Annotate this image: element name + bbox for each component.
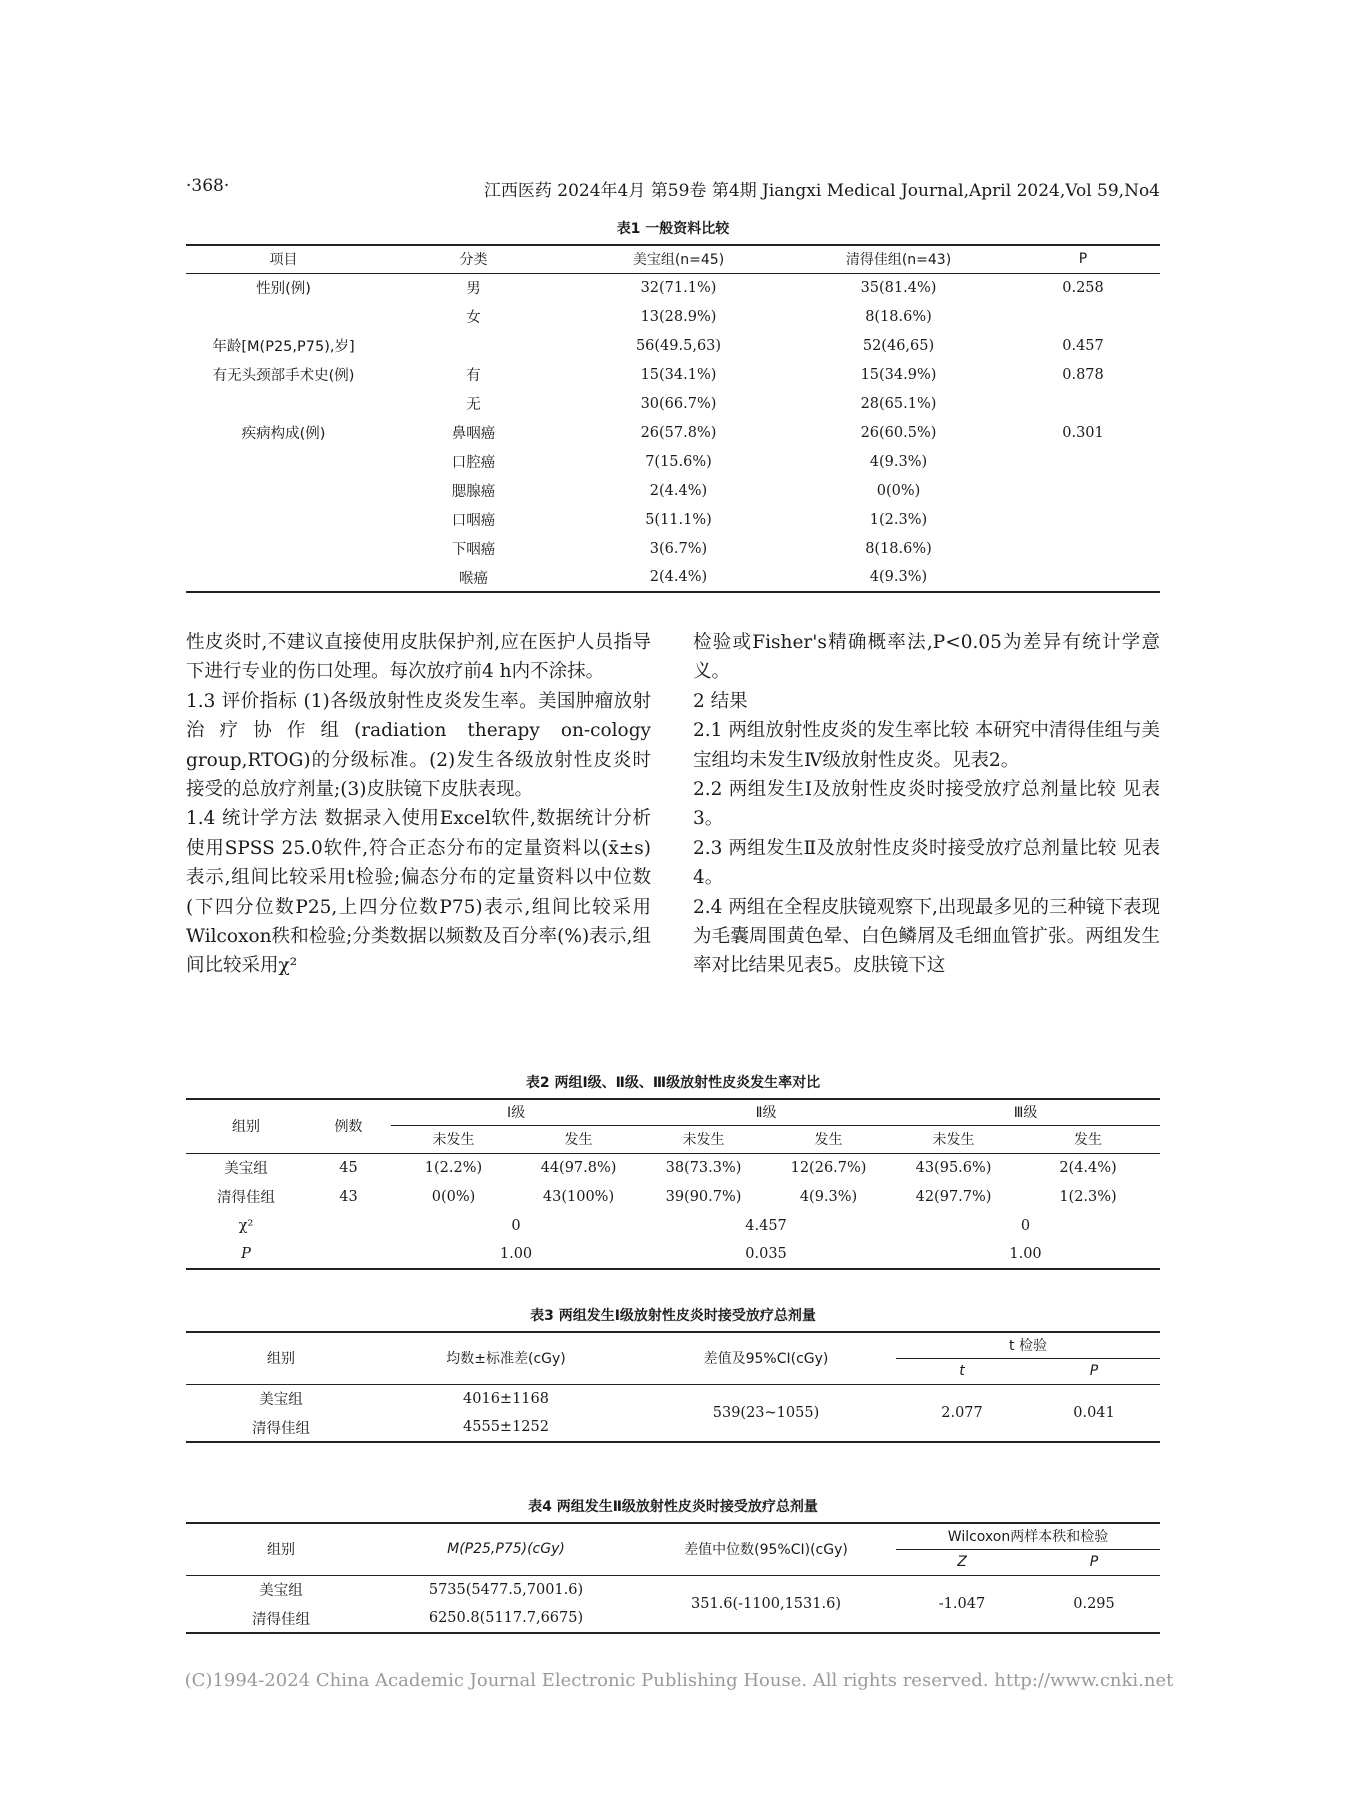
table-row <box>186 1575 1160 1604</box>
table3-group-b: 清得佳组 <box>252 1420 310 1437</box>
table2-header-grade1: Ⅰ级 <box>391 1099 641 1125</box>
table3-mean-a: 4016±1168 <box>463 1390 549 1407</box>
table2-cell: 44(97.8%) <box>540 1159 617 1176</box>
table1-cell: 28(65.1%) <box>860 395 937 412</box>
table1-cell <box>1006 563 1160 592</box>
table1-cell <box>186 389 381 418</box>
table1-cell <box>186 447 381 476</box>
table1-cell: 女 <box>466 310 481 326</box>
table-row <box>186 418 1160 447</box>
table2-cell: 42(97.7%) <box>915 1188 992 1205</box>
table2-caption: 表2 两组Ⅰ级、Ⅱ级、Ⅲ级放射性皮炎发生率对比 <box>525 1075 821 1091</box>
page-number: ·368· <box>186 176 230 196</box>
table-row <box>186 1153 1160 1182</box>
table1-cell <box>186 476 381 505</box>
table2 <box>186 1098 1160 1270</box>
table3 <box>186 1331 1160 1443</box>
table4-header-p: P <box>1089 1554 1099 1570</box>
table2-chi-grade3: 0 <box>1020 1217 1031 1234</box>
table4-p: 0.295 <box>1028 1575 1160 1633</box>
table2-cell: 45 <box>339 1159 358 1176</box>
table1-cell <box>186 302 381 331</box>
table2-p-grade1: 1.00 <box>499 1246 533 1262</box>
table2-p-grade3: 1.00 <box>1009 1246 1042 1262</box>
table1-cell <box>1006 505 1160 534</box>
table-row <box>186 447 1160 476</box>
copyright-footer: (C)1994-2024 China Academic Journal Electronic Publishing House. All rights reserved. http://www.cnki.net <box>184 1670 1174 1691</box>
table4-group-b: 清得佳组 <box>252 1611 310 1628</box>
table1-header-group-a: 美宝组(n=45) <box>632 252 725 269</box>
table1-cell: 有无头颈部手术史(例) <box>212 368 355 384</box>
table2-chi-grade1: 0 <box>511 1217 521 1234</box>
table1-cell: 1(2.3%) <box>869 511 928 528</box>
right-paragraph-2: 2 结果 <box>693 690 748 712</box>
table1-cell: 35(81.4%) <box>860 279 937 296</box>
table2-cell: 美宝组 <box>224 1161 268 1178</box>
left-paragraph-1: 性皮炎时,不建议直接使用皮肤保护剂,应在医护人员指导下进行专业的伤口处理。每次放疗前4 h内不涂抹。 <box>186 632 651 683</box>
table2-sub-yes: 发生 <box>814 1132 843 1148</box>
table4-header-group: 组别 <box>186 1523 376 1575</box>
table1 <box>186 244 1160 593</box>
table1-cell: 年龄[M(P25,P75),岁] <box>212 339 355 355</box>
table1-cell: 32(71.1%) <box>640 279 717 296</box>
table2-cell: 0(0%) <box>431 1188 476 1205</box>
table1-cell <box>186 563 381 592</box>
table1-cell: 2(4.4%) <box>649 569 708 585</box>
table4-median-a: 5735(5477.5,7001.6) <box>428 1581 584 1598</box>
table1-cell <box>1006 389 1160 418</box>
table-row <box>186 302 1160 331</box>
table2-cell: 12(26.7%) <box>790 1159 867 1176</box>
table3-diff: 539(23~1055) <box>636 1384 896 1442</box>
table1-header-group-b: 清得佳组(n=43) <box>845 252 952 269</box>
table1-cell: 8(18.6%) <box>865 308 932 325</box>
table1-cell <box>186 534 381 563</box>
right-paragraph-1: 检验或Fisher's精确概率法,P<0.05为差异有统计学意义。 <box>693 632 1160 683</box>
table1-cell: 56(49.5,63) <box>635 337 722 354</box>
table1-cell: 喉癌 <box>459 570 488 587</box>
table2-chi-row <box>186 1211 1160 1240</box>
table-row <box>186 273 1160 302</box>
table2-cell: 4(9.3%) <box>799 1188 858 1205</box>
table1-cell: 2(4.4%) <box>649 482 708 499</box>
table4-header-z: Z <box>957 1554 967 1570</box>
table2-p-grade2: 0.035 <box>745 1246 787 1262</box>
table-row <box>186 360 1160 389</box>
table1-header-item: 项目 <box>269 252 298 269</box>
table1-cell: 4(9.3%) <box>869 453 928 470</box>
table4-header-diff: 差值中位数(95%CI)(cGy) <box>636 1523 896 1575</box>
table1-cell: 3(6.7%) <box>649 540 708 557</box>
table1-cell: 下咽癌 <box>451 542 496 558</box>
table1-cell <box>186 505 381 534</box>
table4-group-a: 美宝组 <box>259 1583 303 1600</box>
table3-header-group: 组别 <box>186 1332 376 1384</box>
table2-sub-yes: 发生 <box>1074 1132 1103 1148</box>
table2-p-label: P <box>241 1246 251 1262</box>
table3-t: 2.077 <box>896 1384 1028 1442</box>
table-row <box>186 389 1160 418</box>
table1-cell <box>1006 447 1160 476</box>
table2-header-group: 组别 <box>186 1099 306 1153</box>
table1-cell: 口咽癌 <box>451 513 496 529</box>
running-header <box>186 176 1160 202</box>
body-right-column <box>693 628 1160 981</box>
table2-sub-no: 未发生 <box>682 1132 725 1148</box>
table1-cell: 0.878 <box>1062 366 1104 383</box>
table2-sub-yes: 发生 <box>564 1132 593 1148</box>
table1-cell: 26(60.5%) <box>860 424 937 441</box>
table1-cell: 8(18.6%) <box>865 540 932 557</box>
table4-median-b: 6250.8(5117.7,6675) <box>428 1610 584 1626</box>
table2-sub-no: 未发生 <box>432 1132 475 1148</box>
table4-diff: 351.6(-1100,1531.6) <box>636 1575 896 1633</box>
table2-cell: 2(4.4%) <box>1059 1159 1117 1176</box>
table3-header-t: t <box>959 1363 965 1379</box>
body-left-column <box>186 628 651 981</box>
table3-header-ttest: t 检验 <box>896 1332 1160 1358</box>
table1-caption: 表1 一般资料比较 <box>616 221 730 237</box>
table3-header-mean: 均数±标准差(cGy) <box>376 1332 636 1384</box>
table1-cell: 52(46,65) <box>862 337 935 354</box>
table1-cell: 性别(例) <box>256 281 311 298</box>
table2-p-row <box>186 1240 1160 1269</box>
table-row <box>186 1182 1160 1211</box>
table3-group-a: 美宝组 <box>259 1392 303 1409</box>
table-row <box>186 563 1160 592</box>
table-row <box>186 1384 1160 1413</box>
table4-caption: 表4 两组发生Ⅱ级放射性皮炎时接受放疗总剂量 <box>528 1499 818 1515</box>
table2-chi-grade2: 4.457 <box>745 1217 787 1234</box>
table2-sub-no: 未发生 <box>932 1132 975 1148</box>
right-paragraph-5: 2.3 两组发生Ⅱ及放射性皮炎时接受放疗总剂量比较 见表4。 <box>693 837 1160 889</box>
table1-cell: 有 <box>466 368 481 384</box>
table2-header-grade3: Ⅲ级 <box>891 1099 1160 1125</box>
table3-p: 0.041 <box>1028 1384 1160 1442</box>
table4-header-median: M(P25,P75)(cGy) <box>376 1523 636 1575</box>
table3-header-p: P <box>1089 1363 1099 1379</box>
table2-cell: 1(2.3%) <box>1059 1188 1117 1205</box>
left-paragraph-3: 1.4 统计学方法 数据录入使用Excel软件,数据统计分析使用SPSS 25.0软件,符合正态分布的定量资料以(x̄±s)表示,组间比较采用t检验;偏态分布的定量资料以中位数(下四分位数P25,上四分位数P75)表示,组间比较采用Wilcoxon秩和检验;分类数据以频数及百分率(%)表示,组间比较采用χ² <box>186 808 651 977</box>
right-paragraph-6: 2.4 两组在全程皮肤镜观察下,出现最多见的三种镜下表现为毛囊周围黄色晕、白色鳞屑及毛细血管扩张。两组发生率对比结果见表5。皮肤镜下这 <box>693 896 1160 977</box>
table2-cell: 43(95.6%) <box>915 1159 992 1176</box>
table2-cell: 39(90.7%) <box>665 1188 742 1205</box>
table-row <box>186 534 1160 563</box>
table2-cell: 38(73.3%) <box>665 1159 742 1176</box>
table1-cell: 13(28.9%) <box>640 308 717 325</box>
right-paragraph-3: 2.1 两组放射性皮炎的发生率比较 本研究中清得佳组与美宝组均未发生Ⅳ级放射性皮炎。见表2。 <box>693 720 1160 771</box>
table1-cell: 4(9.3%) <box>869 569 928 585</box>
table1-cell: 男 <box>466 281 481 298</box>
table1-cell <box>1006 302 1160 331</box>
table4-header-wilcoxon: Wilcoxon两样本秩和检验 <box>896 1523 1160 1549</box>
table1-cell: 15(34.9%) <box>860 366 937 383</box>
table3-caption: 表3 两组发生Ⅰ级放射性皮炎时接受放疗总剂量 <box>530 1308 816 1324</box>
table-row <box>186 505 1160 534</box>
table1-cell: 口腔癌 <box>451 455 496 471</box>
table2-cell: 43 <box>339 1188 358 1205</box>
table-row <box>186 331 1160 360</box>
table1-cell: 0.457 <box>1062 337 1104 354</box>
table1-cell: 0(0%) <box>876 482 921 499</box>
table1-cell: 无 <box>466 397 481 413</box>
table1-cell: 30(66.7%) <box>640 395 717 412</box>
table1-cell: 5(11.1%) <box>645 511 712 528</box>
table3-header-diff: 差值及95%CI(cGy) <box>636 1332 896 1384</box>
table1-cell: 疾病构成(例) <box>241 426 326 442</box>
journal-info: 江西医药 2024年4月 第59卷 第4期 Jiangxi Medical Journal,April 2024,Vol 59,No4 <box>483 181 1160 201</box>
table1-cell: 腮腺癌 <box>451 484 496 500</box>
table2-header-grade2: Ⅱ级 <box>641 1099 891 1125</box>
table1-header-category: 分类 <box>459 252 488 269</box>
table2-cell: 1(2.2%) <box>424 1159 483 1176</box>
table-row <box>186 476 1160 505</box>
table3-mean-b: 4555±1252 <box>463 1419 549 1435</box>
table2-chi-label: χ² <box>238 1217 254 1234</box>
table1-cell: 26(57.8%) <box>640 424 717 441</box>
table1-cell: 7(15.6%) <box>645 453 712 470</box>
table2-header-n: 例数 <box>306 1099 391 1153</box>
table1-cell <box>381 331 566 360</box>
table1-header-p: P <box>1078 251 1088 268</box>
table1-cell: 0.258 <box>1062 279 1104 296</box>
left-paragraph-2: 1.3 评价指标 (1)各级放射性皮炎发生率。美国肿瘤放射治疗协作组(radiation therapy on-cology group,RTOG)的分级标准。(2)发生各级放射性皮炎时接受的总放疗剂量;(3)皮肤镜下皮肤表现。 <box>186 690 651 801</box>
table2-cell: 43(100%) <box>542 1188 615 1205</box>
table4 <box>186 1522 1160 1634</box>
table1-cell: 鼻咽癌 <box>451 426 496 442</box>
table1-cell <box>1006 476 1160 505</box>
table2-cell: 清得佳组 <box>217 1190 275 1206</box>
table1-cell: 0.301 <box>1062 424 1104 441</box>
table1-cell: 15(34.1%) <box>640 366 717 383</box>
table4-z: -1.047 <box>896 1575 1028 1633</box>
table1-cell <box>1006 534 1160 563</box>
right-paragraph-4: 2.2 两组发生Ⅰ及放射性皮炎时接受放疗总剂量比较 见表3。 <box>693 779 1160 830</box>
